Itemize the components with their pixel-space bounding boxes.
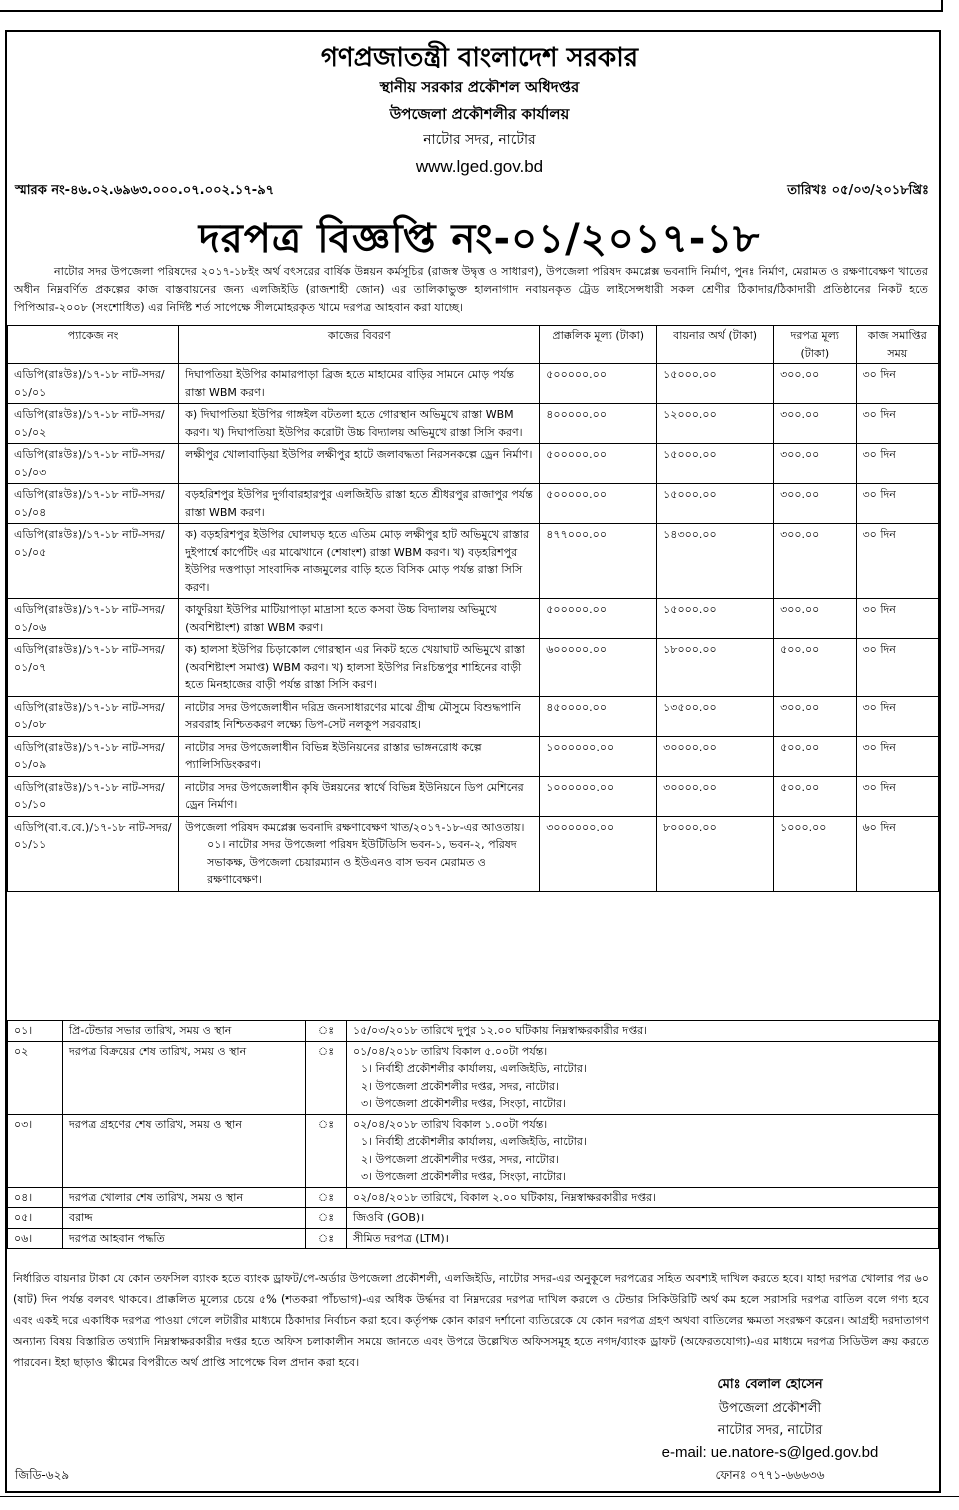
schedule-row xyxy=(8,1021,939,1042)
estimated-cost: ৫০০০০০.০০ xyxy=(540,364,657,404)
schedule-location: ১। নির্বাহী প্রকৌশলীর কার্যালয়, এলজিইডি, নাটোর। xyxy=(361,1135,587,1148)
earnest-money: ৮০০০০.০০ xyxy=(657,816,774,891)
department-title: স্থানীয় সরকার প্রকৌশল অধিদপ্তর xyxy=(379,78,580,96)
completion-time: ৩০ দিন xyxy=(856,404,938,444)
estimated-cost: ৫০০০০০.০০ xyxy=(540,599,657,639)
tender-price: ৩০০.০০ xyxy=(774,444,856,484)
schedule-row xyxy=(8,1114,939,1187)
signatory-phone: ফোনঃ ০৭৭১-৬৬৬৩৬ xyxy=(715,1468,825,1482)
schedule-row xyxy=(8,1041,939,1114)
tender-price: ৩০০.০০ xyxy=(774,696,856,736)
table-row xyxy=(8,444,939,484)
earnest-money: ১৫০০০.০০ xyxy=(657,364,774,404)
tender-price: ৩০০.০০ xyxy=(774,364,856,404)
earnest-money: ১২০০০.০০ xyxy=(657,404,774,444)
schedule-label: দরপত্র বিক্রয়ের শেষ তারিখ, সময় ও স্থান xyxy=(63,1041,306,1114)
government-title: গণপ্রজাতন্ত্রী বাংলাদেশ সরকার xyxy=(320,43,639,73)
schedule-value xyxy=(347,1114,939,1187)
work-description: নাটোর সদর উপজেলাধীন দরিদ্র জনসাধারণের মাঝে গ্রীষ্ম মৌসুমে বিশুদ্ধপানি সরবরাহ নিশ্চিতকরণ লক্ষ্যে ডিপ-সেট নলকূপ সরবরাহ। xyxy=(179,696,540,736)
estimated-cost: ১০০০০০০.০০ xyxy=(540,776,657,816)
work-description: কাফুরিয়া ইউপির মাটিয়াপাড়া মাদ্রাসা হতে কসবা উচ্চ বিদ্যালয় অভিমুখে (অবশিষ্টাংশ) রাস্তা WBM করণ। xyxy=(179,599,540,639)
work-description: লক্ষীপুর খোলাবাড়িয়া ইউপির লক্ষীপুর হাটে জলাবদ্ধতা নিরসনকল্পে ড্রেন নির্মাণ। xyxy=(179,444,540,484)
estimated-cost: ৫০০০০০.০০ xyxy=(540,444,657,484)
completion-time: ৩০ দিন xyxy=(856,524,938,599)
package-number: এডিপি(রাঃউঃ)/১৭-১৮ নাট-সদর/০১/০৭ xyxy=(8,639,179,697)
table-row xyxy=(8,696,939,736)
signatory-location: নাটোর সদর, নাটোর xyxy=(717,1423,823,1438)
website-link[interactable]: www.lged.gov.bd xyxy=(415,157,544,176)
earnest-money: ১৩৫০০.০০ xyxy=(657,696,774,736)
package-number: এডিপি(রাঃউঃ)/১৭-১৮ নাট-সদর/০১/০৯ xyxy=(8,736,179,776)
package-number: এডিপি(রাঃউঃ)/১৭-১৮ নাট-সদর/০১/০১ xyxy=(8,364,179,404)
memo-number: স্মারক নং-৪৬.০২.৬৯৬৩.০০০.০৭.০০২.১৭-৯৭ xyxy=(15,183,275,198)
earnest-money: ৩০০০০.০০ xyxy=(657,736,774,776)
estimated-cost: ৪০০০০০.০০ xyxy=(540,404,657,444)
tender-price: ৩০০.০০ xyxy=(774,404,856,444)
completion-time: ৩০ দিন xyxy=(856,639,938,697)
schedule-row xyxy=(8,1208,939,1229)
package-number: এডিপি(রাঃউঃ)/১৭-১৮ নাট-সদর/০১/০২ xyxy=(8,404,179,444)
schedule-location: ৩। উপজেলা প্রকৌশলীর দপ্তর, সিংড়া, নাটোর। xyxy=(361,1097,567,1110)
header-package: প্যাকেজ নং xyxy=(8,326,179,364)
schedule-number: ০১। xyxy=(8,1021,63,1042)
gd-number: জিডি-৬২৯ xyxy=(15,1468,70,1482)
notice-date: তারিখঃ ০৫/০৩/২০১৮খ্রিঃ xyxy=(787,183,929,198)
table-row xyxy=(8,599,939,639)
tender-price: ৫০০.০০ xyxy=(774,736,856,776)
work-description: ক) হালসা ইউপির চিড়াকোল গোরস্থান এর নিকট হতে খেয়াঘাট অভিমুখে রাস্তা (অবশিষ্টাংশ সমাপ্ত) WBM করণ। খ) হালসা ইউপির নিঃচিন্তপুর শাহিনের বাড়ী হতে মিনহাজের বাড়ী পর্যন্ত রাস্তা সিসি করণ। xyxy=(179,639,540,697)
estimated-cost: ৬০০০০০.০০ xyxy=(540,639,657,697)
schedule-row xyxy=(8,1228,939,1249)
package-number: এডিপি(রাঃউঃ)/১৭-১৮ নাট-সদর/০১/০৪ xyxy=(8,484,179,524)
work-description xyxy=(179,816,540,891)
work-description: ক) বড়হরিশপুর ইউপির ঘোলঘড় হতে এতিম মোড় লক্ষীপুর হাট অভিমুখে রাস্তার দুইপার্শ্বে কার্পেটিং এর মাঝেখানে (শেষাংশ) রাস্তা WBM করণ। খ) বড়হরিশপুর ইউপির দত্তপাড়া সাংবাদিক নাজমুলের বাড়ি হতে বিসিক মোড় পর্যন্ত রাস্তা সিসি করণ। xyxy=(179,524,540,599)
schedule-value: ০২/০৪/২০১৮ তারিখে, বিকাল ২.০০ ঘটিকায়, নিম্নস্বাক্ষরকারীর দপ্তর। xyxy=(347,1187,939,1208)
completion-time: ৩০ দিন xyxy=(856,444,938,484)
schedule-value-text: ০২/০৪/২০১৮ তারিখ বিকাল ১.০০টা পর্যন্ত। xyxy=(353,1117,548,1131)
header-estimated-cost: প্রাক্কলিক মূল্য (টাকা) xyxy=(540,326,657,364)
schedule-number: ০৪। xyxy=(8,1187,63,1208)
table-header-row xyxy=(8,326,939,364)
schedule-number: ০৬। xyxy=(8,1228,63,1249)
terms-paragraph: নির্ধারিত বায়নার টাকা যে কোন তফসিল ব্যাংক হতে ব্যাংক ড্রাফট/পে-অর্ডার উপজেলা প্রকৌশলী, এলজিইডি, নাটোর সদর-এর অনুকূলে দরপত্রের সহিত অবশ্যই দাখিল করতে হবে। যাহা দরপত্র খোলার পর ৬০ (ষাট) দিন পর্যন্ত বলবৎ থাকবে। প্রাক্কলিত মূল্যের চেয়ে ৫% (শতকরা পাঁচভাগ)-এর অধিক উর্দ্ধদর বা নিম্নদরের দরপত্র দাখিল করলে ও টেন্ডার সিকিউরিটি অর্থ কম হলে সরাসরি দরপত্র বাতিল বলে গণ্য হবে এবং একই দরে একাধিক দরপত্র পাওয়া গেলে লটারীর মাধ্যমে ঠিকাদার নির্বাচন করা হবে। কর্তৃপক্ষ কোন কারণ দর্শানো ব্যতিরেকে যে কোন দরপত্র গ্রহণ অথবা বাতিলের ক্ষমতা সংরক্ষণ করেন। আগ্রহী দরদাতাগণ অন্যান্য বিষয় বিস্তারিত তথ্যাদি নিম্নস্বাক্ষরকারীর দপ্তর হতে অফিস চলাকালীন সময়ে জানতে এবং উপরে উল্লেখিত অফিসসমূহ হতে নগদ/ব্যাংক ড্রাফট (অফেরতযোগ্য)-এর মাধ্যমে দরপত্র সিডিউল ক্রয় করতে পারবেন। ইহা ছাড়াও স্কীমের বিপরীতে অর্থ প্রাপ্তি সাপেক্ষে বিল প্রদান করা হবে। xyxy=(13,1272,929,1369)
completion-time: ৩০ দিন xyxy=(856,736,938,776)
earnest-money: ১৮০০০.০০ xyxy=(657,639,774,697)
package-number: এডিপি(বা.ব.বে.)/১৭-১৮ নাট-সদর/০১/১১ xyxy=(8,816,179,891)
package-table xyxy=(7,325,939,892)
intro-paragraph: নাটোর সদর উপজেলা পরিষদের ২০১৭-১৮ইং অর্থ বৎসরের বার্ষিক উন্নয়ন কর্মসূচির (রাজস্ব উদ্বৃত্ত ও সাধারণ), উপজেলা পরিষদ কমপ্লেক্স ভবনাদি নির্মাণ, পুনঃ নির্মাণ, মেরামত ও রক্ষণাবেক্ষণ খাতের অধীন নিম্নবর্ণিত প্রকল্পের কাজ বাস্তবায়নের জন্য এলজিইডি (রাজশাহী জোন) এর তালিকাভুক্ত হালনাগাদ নবায়নকৃত ট্রেড লাইসেন্সধারী সকল শ্রেণীর ঠিকাদার/ঠিকাদারী প্রতিষ্ঠানের নিকট হতে পিপিআর-২০০৮ (সংশোধিত) এর নির্দিষ্ট শর্ত সাপেক্ষে সীলমোহরকৃত খামে দরপত্র আহবান করা যাচ্ছে। xyxy=(14,265,928,314)
estimated-cost: ৩০০০০০০.০০ xyxy=(540,816,657,891)
work-description: ক) দিঘাপতিয়া ইউপির গাঙ্গইল বটতলা হতে গোরস্থান অভিমুখে রাস্তা WBM করণ। খ) দিঘাপতিয়া ইউপির করোটা উচ্চ বিদ্যালয় অভিমুখে রাস্তা সিসি করণ। xyxy=(179,404,540,444)
package-number: এডিপি(রাঃউঃ)/১৭-১৮ নাট-সদর/০১/০৬ xyxy=(8,599,179,639)
signatory-name: মোঃ বেলাল হোসেন xyxy=(717,1377,823,1392)
signatory-email[interactable]: e-mail: ue.natore-s@lged.gov.bd xyxy=(661,1444,879,1461)
signatory-designation: উপজেলা প্রকৌশলী xyxy=(718,1401,822,1416)
schedule-label: বরাদ্দ xyxy=(63,1208,306,1229)
schedule-value: জিওবি (GOB)। xyxy=(347,1208,939,1229)
package-number: এডিপি(রাঃউঃ)/১৭-১৮ নাট-সদর/০১/১০ xyxy=(8,776,179,816)
schedule-value xyxy=(347,1041,939,1114)
header-tender-price: দরপত্র মূল্য (টাকা) xyxy=(774,326,856,364)
estimated-cost: ৫০০০০০.০০ xyxy=(540,484,657,524)
schedule-label: প্রি-টেন্ডার সভার তারিখ, সময় ও স্থান xyxy=(63,1021,306,1042)
table-row xyxy=(8,484,939,524)
schedule-value: ১৫/০৩/২০১৮ তারিখে দুপুর ১২.০০ ঘটিকায় নিম্নস্বাক্ষরকারীর দপ্তর। xyxy=(347,1021,939,1042)
tender-price: ৩০০.০০ xyxy=(774,484,856,524)
schedule-location: ২। উপজেলা প্রকৌশলীর দপ্তর, সদর, নাটোর। xyxy=(361,1152,559,1166)
completion-time: ৬০ দিন xyxy=(856,816,938,891)
work-description: নাটোর সদর উপজেলাধীন বিভিন্ন ইউনিয়নের রাস্তার ভাঙ্গনরোধ কল্পে প্যালিসিডিংকরণ। xyxy=(179,736,540,776)
estimated-cost: ৪৫০০০০.০০ xyxy=(540,696,657,736)
schedule-colon: ঃ xyxy=(306,1228,347,1249)
tender-price: ৫০০.০০ xyxy=(774,776,856,816)
work-description-main: উপজেলা পরিষদ কমপ্লেক্স ভবনাদি রক্ষণাবেক্ষণ খাত/২০১৭-১৮-এর আওতায়। xyxy=(185,820,525,834)
earnest-money: ৩০০০০.০০ xyxy=(657,776,774,816)
completion-time: ৩০ দিন xyxy=(856,696,938,736)
completion-time: ৩০ দিন xyxy=(856,599,938,639)
header-completion-time: কাজ সমাপ্তির সময় xyxy=(856,326,938,364)
table-row xyxy=(8,639,939,697)
earnest-money: ১৫০০০.০০ xyxy=(657,484,774,524)
schedule-number: ০২ xyxy=(8,1041,63,1114)
table-row xyxy=(8,816,939,891)
schedule-label: দরপত্র আহবান পদ্ধতি xyxy=(63,1228,306,1249)
work-description: নাটোর সদর উপজেলাধীন কৃষি উন্নয়নের স্বার্থে বিভিন্ন ইউনিয়নে ডিপ মেশিনের ড্রেন নির্মাণ। xyxy=(179,776,540,816)
package-number: এডিপি(রাঃউঃ)/১৭-১৮ নাট-সদর/০১/০৮ xyxy=(8,696,179,736)
schedule-value: সীমিত দরপত্র (LTM)। xyxy=(347,1228,939,1249)
estimated-cost: ৪৭৭০০০.০০ xyxy=(540,524,657,599)
completion-time: ৩০ দিন xyxy=(856,364,938,404)
office-title: উপজেলা প্রকৌশলীর কার্যালয় xyxy=(389,105,570,123)
schedule-label: দরপত্র খোলার শেষ তারিখ, সময় ও স্থান xyxy=(63,1187,306,1208)
completion-time: ৩০ দিন xyxy=(856,484,938,524)
tender-price: ৩০০.০০ xyxy=(774,524,856,599)
table-row xyxy=(8,524,939,599)
top-border xyxy=(0,0,943,12)
schedule-colon: ঃ xyxy=(306,1187,347,1208)
bottom-border xyxy=(0,1496,959,1510)
package-number: এডিপি(রাঃউঃ)/১৭-১৮ নাট-সদর/০১/০৩ xyxy=(8,444,179,484)
table-row xyxy=(8,736,939,776)
earnest-money: ১৪৩০০.০০ xyxy=(657,524,774,599)
schedule-colon: ঃ xyxy=(306,1041,347,1114)
table-row xyxy=(8,364,939,404)
work-description: বড়হরিশপুর ইউপির দুর্গাবারহারপুর এলজিইডি রাস্তা হতে শ্রীধরপুর রাজাপুর পর্যন্ত রাস্তা WBM করণ। xyxy=(179,484,540,524)
schedule-row xyxy=(8,1187,939,1208)
earnest-money: ১৫০০০.০০ xyxy=(657,599,774,639)
schedule-location: ১। নির্বাহী প্রকৌশলীর কার্যালয়, এলজিইডি, নাটোর। xyxy=(361,1062,587,1075)
schedule-location: ৩। উপজেলা প্রকৌশলীর দপ্তর, সিংড়া, নাটোর। xyxy=(361,1170,567,1183)
schedule-number: ০৫। xyxy=(8,1208,63,1229)
header-description: কাজের বিবরণ xyxy=(179,326,540,364)
completion-time: ৩০ দিন xyxy=(856,776,938,816)
schedule-colon: ঃ xyxy=(306,1114,347,1187)
schedule-table xyxy=(7,1020,939,1249)
estimated-cost: ১০০০০০০.০০ xyxy=(540,736,657,776)
schedule-number: ০৩। xyxy=(8,1114,63,1187)
package-number: এডিপি(রাঃউঃ)/১৭-১৮ নাট-সদর/০১/০৫ xyxy=(8,524,179,599)
tender-price: ৩০০.০০ xyxy=(774,599,856,639)
schedule-location: ২। উপজেলা প্রকৌশলীর দপ্তর, সদর, নাটোর। xyxy=(361,1079,559,1093)
tender-price: ১০০০.০০ xyxy=(774,816,856,891)
schedule-value-text: ০১/০৪/২০১৮ তারিখ বিকাল ৫.০০টা পর্যন্ত। xyxy=(353,1044,548,1058)
notice-title: দরপত্র বিজ্ঞপ্তি নং-০১/২০১৭-১৮ xyxy=(198,216,761,262)
schedule-colon: ঃ xyxy=(306,1208,347,1229)
table-row xyxy=(8,776,939,816)
header-earnest-money: বায়নার অর্থ (টাকা) xyxy=(657,326,774,364)
work-description-sub: ০১। নাটোর সদর উপজেলা পরিষদ ইউটিডিসি ভবন-১, ভবন-২, পরিষদ সভাকক্ষ, উপজেলা চেয়ারম্যান ও ইউএনও বাস ভবন মেরামত ও রক্ষণাবেক্ষণ। xyxy=(207,838,517,886)
earnest-money: ১৫০০০.০০ xyxy=(657,444,774,484)
table-row xyxy=(8,404,939,444)
office-location: নাটোর সদর, নাটোর xyxy=(423,132,536,148)
work-description: দিঘাপতিয়া ইউপির কামারপাড়া ব্রিজ হতে মাহামের বাড়ির সামনে মোড় পর্যন্ত রাস্তা WBM করণ। xyxy=(179,364,540,404)
schedule-label: দরপত্র গ্রহণের শেষ তারিখ, সময় ও স্থান xyxy=(63,1114,306,1187)
schedule-colon: ঃ xyxy=(306,1021,347,1042)
tender-price: ৫০০.০০ xyxy=(774,639,856,697)
